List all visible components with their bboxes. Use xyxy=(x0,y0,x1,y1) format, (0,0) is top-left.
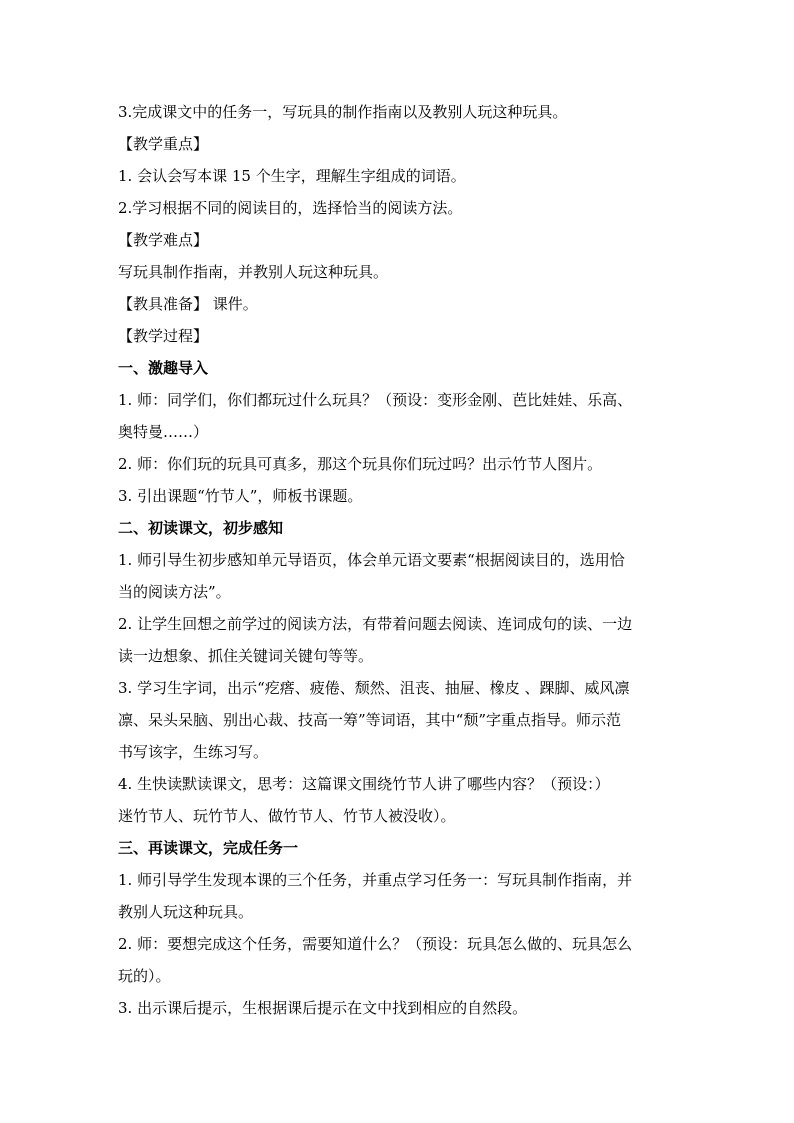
text-line: 奥特曼……） xyxy=(118,423,209,441)
text-line: 2.学习根据不同的阅读目的，选择恰当的阅读方法。 xyxy=(118,199,463,217)
text-line: 迷竹节人、玩竹节人、做竹节人、竹节人被没收）。 xyxy=(118,807,456,825)
section-heading: 一、激趣导入 xyxy=(118,359,209,377)
text-line: 玩的）。 xyxy=(118,967,171,985)
text-line: 3.完成课文中的任务一，写玩具的制作指南以及教别人玩这种玩具。 xyxy=(118,103,568,121)
text-line: 【教学难点】 xyxy=(118,231,209,249)
text-line: 写玩具制作指南，并教别人玩这种玩具。 xyxy=(118,263,389,281)
text-line: 3. 出示课后提示，生根据课后提示在文中找到相应的自然段。 xyxy=(118,999,528,1017)
text-line: 1. 师引导生初步感知单元导语页，体会单元语文要素“根据阅读目的，选用恰 xyxy=(118,551,625,569)
text-line: 【教学过程】 xyxy=(118,327,209,345)
section-heading: 三、再读课文，完成任务一 xyxy=(118,839,299,857)
text-line: 当的阅读方法”。 xyxy=(118,583,231,601)
text-line: 2. 让学生回想之前学过的阅读方法，有带着问题去阅读、连词成句的读、一边 xyxy=(118,615,633,633)
text-line: 【教具准备】 课件。 xyxy=(118,295,258,313)
text-line: 4. 生快读默读课文，思考：这篇课文围绕竹节人讲了哪些内容？（预设：） xyxy=(118,775,610,793)
text-line: 【教学重点】 xyxy=(118,135,209,153)
text-line: 2. 师：你们玩的玩具可真多，那这个玩具你们玩过吗？出示竹节人图片。 xyxy=(118,455,603,473)
text-line: 3. 学习生字词，出示“疙瘩、疲倦、颓然、沮丧、抽屉、橡皮 、踝脚、威风凛 xyxy=(118,679,630,697)
text-line: 1. 师引导学生发现本课的三个任务，并重点学习任务一：写玩具制作指南，并 xyxy=(118,871,633,889)
text-line: 书写该字，生练习写。 xyxy=(118,743,269,761)
text-line: 1. 会认会写本课 15 个生字，理解生字组成的词语。 xyxy=(118,167,466,185)
text-line: 1. 师：同学们，你们都玩过什么玩具？（预设：变形金刚、芭比娃娃、乐高、 xyxy=(118,391,633,409)
document-page xyxy=(118,96,678,1024)
text-line: 3. 引出课题“竹节人”，师板书课题。 xyxy=(118,487,363,505)
text-line: 读一边想象、抓住关键词关键句等等。 xyxy=(118,647,374,665)
text-line: 2. 师：要想完成这个任务，需要知道什么？（预设：玩具怎么做的、玩具怎么 xyxy=(118,935,633,953)
section-heading: 二、初读课文，初步感知 xyxy=(118,519,284,537)
text-line: 教别人玩这种玩具。 xyxy=(118,903,254,921)
text-line: 凛、呆头呆脑、别出心裁、技高一筹”等词语，其中“颓”字重点指导。师示范 xyxy=(118,711,622,729)
